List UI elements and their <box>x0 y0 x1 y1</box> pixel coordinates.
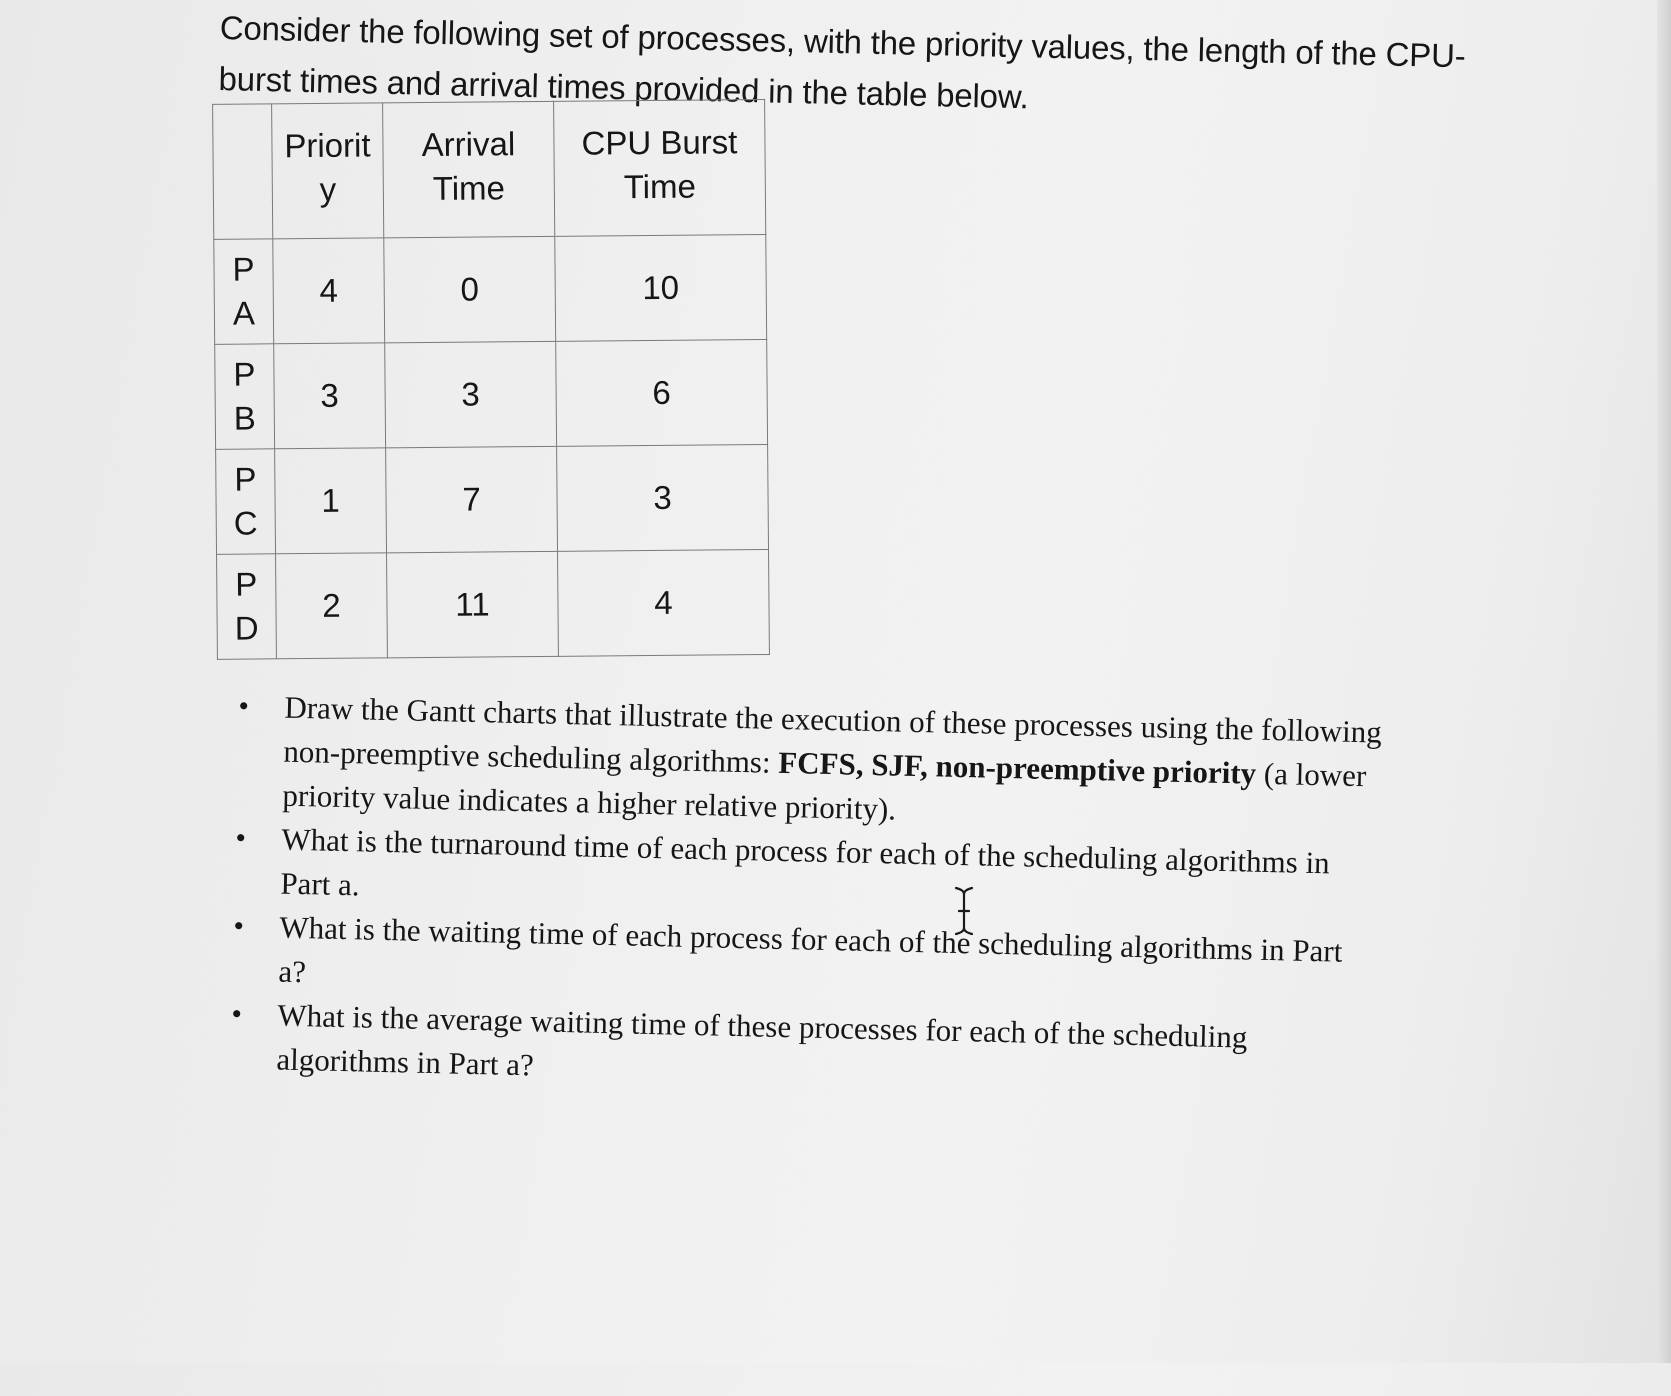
bullet-icon: • <box>231 997 243 1031</box>
table-row <box>217 550 770 660</box>
question-list <box>224 684 1383 1106</box>
intro-paragraph: Consider the following set of processes, with the priority values, the length of the CPU-burst times and arrival times provided in the table below. <box>218 9 1466 116</box>
question-text: What is the turnaround time of each process for each of the scheduling algorithms in Part a. <box>280 821 1331 903</box>
question-text: Draw the Gantt charts that illustrate the execution of these processes using the following non-preemptive scheduling algorithms: <box>283 689 1383 780</box>
table-header-row <box>213 100 766 240</box>
cell-arrival: 0 <box>384 236 556 342</box>
cell-process: PD <box>217 554 277 660</box>
cell-process: PB <box>215 344 275 450</box>
header-arrival-time: Arrival Time <box>383 101 555 237</box>
bullet-icon: • <box>235 821 247 855</box>
bullet-icon: • <box>238 689 250 723</box>
cell-arrival: 3 <box>385 341 557 447</box>
question-text: What is the waiting time of each process for each of the scheduling algorithms in Part a? <box>278 909 1343 990</box>
cell-arrival: 11 <box>387 551 559 657</box>
cell-burst: 10 <box>555 235 767 342</box>
cell-process: PA <box>214 239 274 345</box>
cell-burst: 3 <box>557 445 769 552</box>
cell-priority: 4 <box>273 238 385 344</box>
question-item-gantt <box>230 684 1383 842</box>
table-row <box>216 445 769 555</box>
header-cpu-burst-time: CPU Burst Time <box>554 100 766 237</box>
question-text-after: (a lower priority value indicates a higher relative priority). <box>282 755 1367 827</box>
question-bold-text: FCFS, SJF, non-preemptive priority <box>777 744 1257 791</box>
table-row <box>214 235 767 345</box>
cell-priority: 3 <box>274 343 386 449</box>
question-text: What is the average waiting time of these processes for each of the scheduling algorithms in Part a? <box>276 997 1248 1083</box>
header-process <box>213 104 273 240</box>
text-cursor-icon <box>952 886 976 936</box>
header-priority: Priority <box>272 103 384 239</box>
cell-process: PC <box>216 449 276 555</box>
cell-priority: 2 <box>276 553 388 659</box>
cell-arrival: 7 <box>386 446 558 552</box>
table-row <box>215 340 768 450</box>
process-table <box>212 99 770 660</box>
cell-burst: 6 <box>556 340 768 447</box>
cell-priority: 1 <box>275 448 387 554</box>
cell-burst: 4 <box>558 550 770 657</box>
bullet-icon: • <box>233 909 245 943</box>
